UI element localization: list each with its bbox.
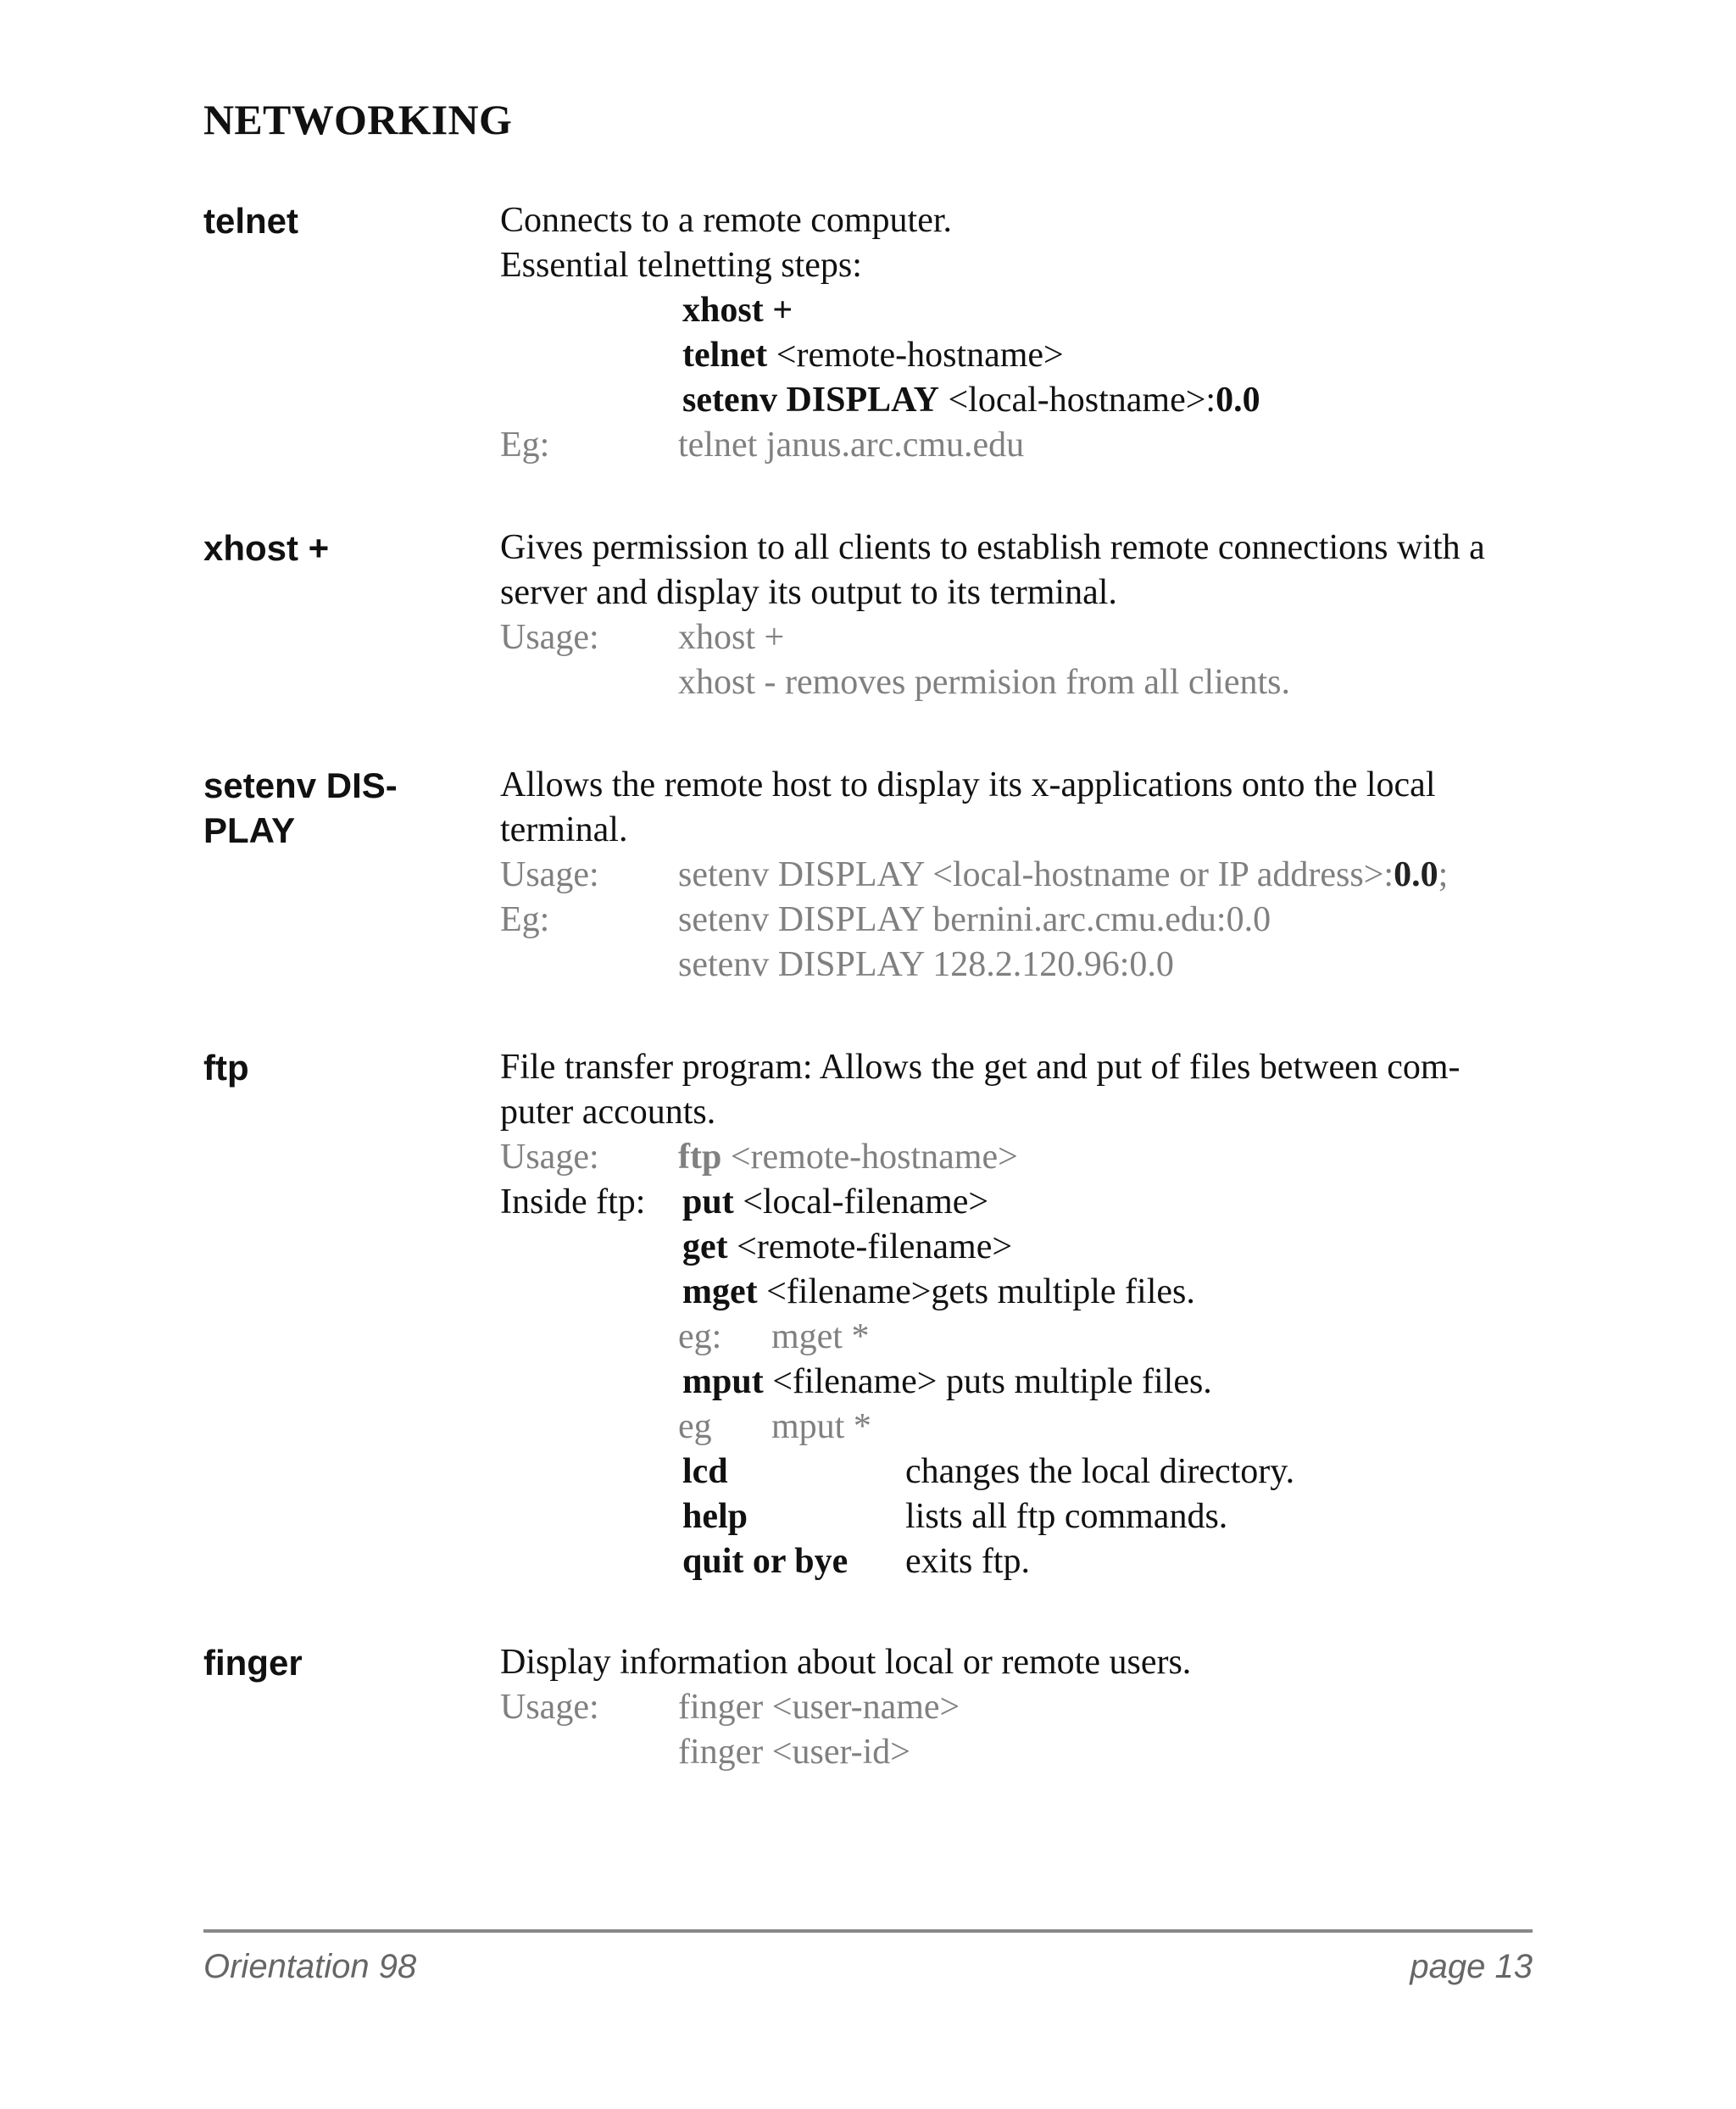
ftp-mput xyxy=(500,1360,1543,1405)
setenv-eg2: setenv DISPLAY 128.2.120.96:0.0 xyxy=(678,945,1174,984)
ftp-put-cmd: put xyxy=(682,1182,734,1221)
ftp-mget xyxy=(500,1270,1543,1315)
ftp-quit xyxy=(500,1539,1543,1584)
ftp-usage-label: Usage: xyxy=(500,1138,599,1177)
telnet-step2-arg: <remote-hostname> xyxy=(767,336,1064,375)
telnet-desc-line2: Essential telnetting steps: xyxy=(500,246,862,285)
ftp-mput-cmd: mput xyxy=(682,1362,764,1401)
ftp-help-cmd: help xyxy=(682,1497,748,1536)
setenv-desc-line1: Allows the remote host to display its x-applications onto the local xyxy=(500,765,1436,804)
xhost-desc-line2: server and display its output to its terminal. xyxy=(500,573,1117,612)
finger-usage2: finger <user-id> xyxy=(678,1733,910,1772)
ftp-quit-cmd: quit or bye xyxy=(682,1542,849,1581)
telnet-step3-val: 0.0 xyxy=(1216,381,1260,420)
setenv-usage-semicolon: ; xyxy=(1438,855,1449,894)
finger-usage xyxy=(500,1685,1543,1730)
xhost-usage-label: Usage: xyxy=(500,618,599,657)
ftp-put-arg: <local-filename> xyxy=(733,1182,989,1221)
setenv-eg1: setenv DISPLAY bernini.arc.cmu.edu:0.0 xyxy=(678,900,1271,939)
telnet-step1 xyxy=(500,288,1543,333)
term-telnet: telnet xyxy=(203,201,299,241)
footer-title: Orientation 98 xyxy=(203,1948,417,1985)
ftp-usage-cmd: ftp xyxy=(678,1138,722,1177)
ftp-mget-eg-label: eg: xyxy=(678,1317,722,1356)
ftp-usage-arg: <remote-hostname> xyxy=(721,1138,1018,1177)
setenv-eg-label: Eg: xyxy=(500,900,550,939)
footer-divider xyxy=(203,1929,1533,1933)
ftp-desc-line2: puter accounts. xyxy=(500,1093,716,1132)
setenv-usage-label: Usage: xyxy=(500,855,599,894)
page-number: page 13 xyxy=(1410,1948,1533,1985)
ftp-inside-label: Inside ftp: xyxy=(500,1182,646,1221)
setenv-example-2 xyxy=(500,943,1543,988)
xhost-usage xyxy=(500,615,1543,660)
term-xhost: xhost + xyxy=(203,528,330,568)
ftp-mput-eg: mput * xyxy=(771,1407,871,1446)
telnet-example xyxy=(500,423,1543,468)
ftp-mput-arg: <filename> puts multiple files. xyxy=(763,1362,1212,1401)
ftp-get xyxy=(500,1225,1543,1270)
ftp-mget-cmd: mget xyxy=(682,1272,758,1311)
xhost-usage1: xhost + xyxy=(678,618,785,657)
setenv-example xyxy=(500,898,1543,943)
ftp-lcd xyxy=(500,1450,1543,1494)
finger-usage-2 xyxy=(500,1730,1543,1775)
xhost-usage2: xhost - removes permision from all clients. xyxy=(678,663,1291,702)
ftp-help-desc: lists all ftp commands. xyxy=(905,1497,1228,1536)
desc-xhost xyxy=(500,526,1543,705)
telnet-step2-cmd: telnet xyxy=(682,336,768,375)
ftp-help xyxy=(500,1494,1543,1539)
setenv-usage-text: setenv DISPLAY <local-hostname or IP address>: xyxy=(678,855,1394,894)
ftp-lcd-cmd: lcd xyxy=(682,1452,728,1491)
term-setenv-display xyxy=(203,763,398,853)
desc-setenv-display xyxy=(500,763,1543,988)
setenv-usage-value: 0.0 xyxy=(1394,855,1438,894)
ftp-quit-desc: exits ftp. xyxy=(905,1542,1030,1581)
telnet-desc-line1: Connects to a remote computer. xyxy=(500,201,953,240)
term-finger: finger xyxy=(203,1643,303,1683)
setenv-term-line1: setenv DIS- xyxy=(203,765,398,805)
telnet-eg-label: Eg: xyxy=(500,426,550,465)
setenv-usage xyxy=(500,853,1543,898)
finger-usage1: finger <user-name> xyxy=(678,1688,960,1727)
term-ftp: ftp xyxy=(203,1048,249,1088)
ftp-mget-eg: mget * xyxy=(771,1317,870,1356)
ftp-desc-line1: File transfer program: Allows the get and put of files between com- xyxy=(500,1048,1461,1087)
telnet-step1-cmd: xhost + xyxy=(682,291,793,330)
ftp-mget-arg: <filename>gets multiple files. xyxy=(757,1272,1195,1311)
ftp-mput-eg-label: eg xyxy=(678,1407,712,1446)
xhost-desc-line1: Gives permission to all clients to establish remote connections with a xyxy=(500,528,1485,567)
desc-finger xyxy=(500,1640,1543,1775)
desc-telnet xyxy=(500,198,1543,468)
desc-ftp xyxy=(500,1045,1543,1584)
ftp-lcd-desc: changes the local directory. xyxy=(905,1452,1295,1491)
ftp-mput-example xyxy=(500,1405,1543,1450)
setenv-term-line2: PLAY xyxy=(203,810,296,850)
ftp-mget-example xyxy=(500,1315,1543,1360)
telnet-eg-value: telnet janus.arc.cmu.edu xyxy=(678,426,1025,465)
ftp-put xyxy=(500,1180,1543,1225)
telnet-step2 xyxy=(500,333,1543,378)
telnet-step3-arg: <local-hostname>: xyxy=(938,381,1216,420)
finger-usage-label: Usage: xyxy=(500,1688,599,1727)
ftp-get-arg: <remote-filename> xyxy=(727,1227,1013,1266)
xhost-usage-2 xyxy=(500,660,1543,705)
finger-desc-line1: Display information about local or remote users. xyxy=(500,1643,1192,1682)
telnet-step3-cmd: setenv DISPLAY xyxy=(682,381,939,420)
setenv-desc-line2: terminal. xyxy=(500,810,628,849)
telnet-step3 xyxy=(500,378,1543,423)
section-heading: NETWORKING xyxy=(203,96,513,143)
ftp-usage xyxy=(500,1135,1543,1180)
ftp-get-cmd: get xyxy=(682,1227,728,1266)
